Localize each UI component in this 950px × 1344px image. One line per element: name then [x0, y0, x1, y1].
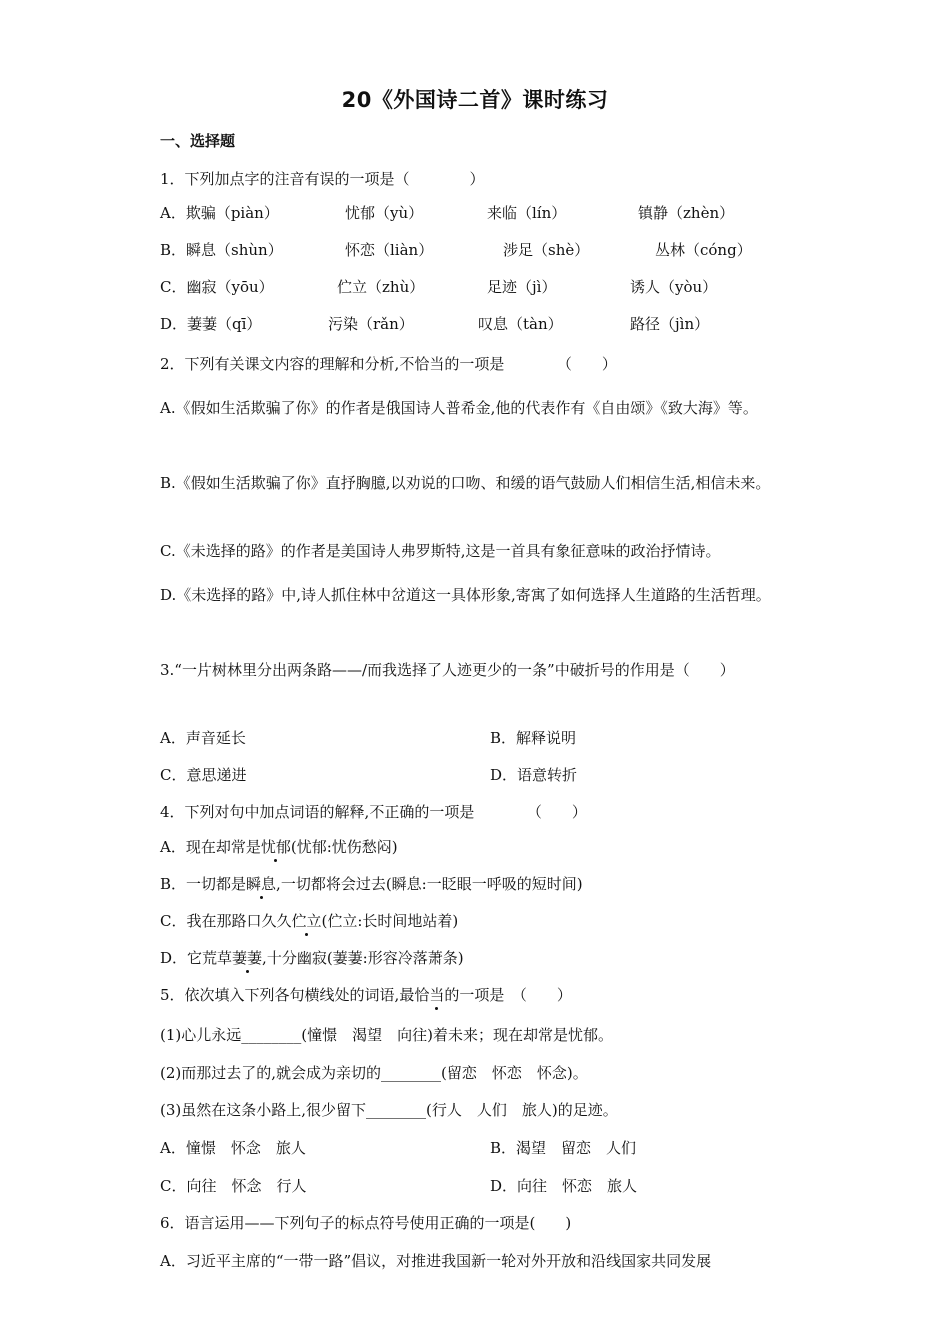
- question-6-stem: 6．语言运用——下列句子的标点符号使用正确的一项是( ): [160, 1214, 572, 1232]
- question-3-option-d: D．语意转折: [490, 766, 578, 784]
- question-2-option-c: C.《未选择的路》的作者是美国诗人弗罗斯特,这是一首具有象征意味的政治抒情诗。: [160, 542, 721, 560]
- dotted-word: 伫立: [291, 912, 322, 930]
- text: (忧郁:忧伤愁闷): [290, 838, 398, 856]
- question-2-option-a: A.《假如生活欺骗了你》的作者是俄国诗人普希金,他的代表作有《自由颂》《致大海》等。: [160, 399, 758, 417]
- option: 涉足（shè）: [503, 241, 590, 259]
- dotted-word: 恰当的: [414, 986, 460, 1004]
- option: 路径（jìn）: [630, 315, 710, 333]
- text: D．它荒草: [160, 949, 233, 967]
- option: 叹息（tàn）: [478, 315, 563, 333]
- question-4-option-d: [160, 947, 464, 969]
- text: (伫立:长时间地站着): [321, 912, 459, 930]
- question-3-stem: 3.“一片树林里分出两条路——/而我选择了人迹更少的一条”中破折号的作用是（ ）: [160, 661, 735, 679]
- question-5-option-d: D．向往 怀恋 旅人: [490, 1177, 638, 1195]
- option: 忧郁（yù）: [345, 204, 424, 222]
- text: ,十分幽寂(萋萋:形容冷落萧条): [262, 949, 464, 967]
- question-3-option-a: A．声音延长: [160, 729, 246, 747]
- option: 污染（rǎn）: [328, 315, 414, 333]
- option: 伫立（zhù）: [337, 278, 425, 296]
- option: 来临（lín）: [487, 204, 567, 222]
- section-heading: 一、选择题: [160, 132, 236, 150]
- text: C．我在那路口久久: [160, 912, 292, 930]
- option: D．萋萋（qī）: [160, 315, 262, 333]
- text: B．一切都是: [160, 875, 247, 893]
- document-title: 20《外国诗二首》课时练习: [341, 88, 609, 112]
- question-4-stem: 4．下列对句中加点词语的解释,不正确的一项是 （ ）: [160, 803, 587, 821]
- question-5-sentence-3: (3)虽然在这条小路上,很少留下________(行人 人们 旅人)的足迹。: [160, 1101, 618, 1119]
- option: A．欺骗（piàn）: [160, 204, 279, 222]
- text: ,一切都将会过去(瞬息:一眨眼一呼吸的短时间): [276, 875, 583, 893]
- question-3-option-b: B．解释说明: [490, 729, 577, 747]
- option: C．幽寂（yōu）: [160, 278, 274, 296]
- question-5-stem: [160, 984, 572, 1006]
- option: B．瞬息（shùn）: [160, 241, 283, 259]
- option: 怀恋（liàn）: [345, 241, 434, 259]
- question-5-option-b: B．渴望 留恋 人们: [490, 1139, 637, 1157]
- option: 诱人（yòu）: [630, 278, 718, 296]
- question-2-option-b: B.《假如生活欺骗了你》直抒胸臆,以劝说的口吻、和缓的语气鼓励人们相信生活,相信未来。: [160, 474, 771, 492]
- text: A．现在却常是: [160, 838, 261, 856]
- question-5-sentence-1: (1)心儿永远________(憧憬 渴望 向往)着未来；现在却常是忧郁。: [160, 1026, 613, 1044]
- question-1-stem: 1．下列加点字的注音有误的一项是（ ）: [160, 170, 485, 188]
- question-5-option-c: C．向往 怀念 行人: [160, 1177, 307, 1195]
- option: 足迹（jì）: [487, 278, 557, 296]
- question-4-option-c: [160, 910, 458, 932]
- question-5-sentence-2: (2)而那过去了的,就会成为亲切的________(留恋 怀恋 怀念)。: [160, 1064, 588, 1082]
- dotted-word: 瞬息: [246, 875, 277, 893]
- text: 一项是 （ ）: [459, 986, 572, 1004]
- question-2-stem: 2．下列有关课文内容的理解和分析,不恰当的一项是 （ ）: [160, 355, 617, 373]
- dotted-word: 忧郁: [260, 838, 291, 856]
- option: 镇静（zhèn）: [638, 204, 735, 222]
- question-5-option-a: A．憧憬 怀念 旅人: [160, 1139, 306, 1157]
- question-4-option-b: [160, 873, 583, 895]
- option: 丛林（cóng）: [655, 241, 752, 259]
- dotted-word: 萋萋: [232, 949, 263, 967]
- question-2-option-d: D.《未选择的路》中,诗人抓住林中岔道这一具体形象,寄寓了如何选择人生道路的生活哲理。: [160, 586, 771, 604]
- question-4-option-a: [160, 836, 398, 858]
- text: 5．依次填入下列各句横线处的词语,最: [160, 986, 415, 1004]
- question-3-option-c: C．意思递进: [160, 766, 247, 784]
- question-6-option-a: A．习近平主席的“一带一路”倡议，对推进我国新一轮对外开放和沿线国家共同发展: [160, 1252, 712, 1270]
